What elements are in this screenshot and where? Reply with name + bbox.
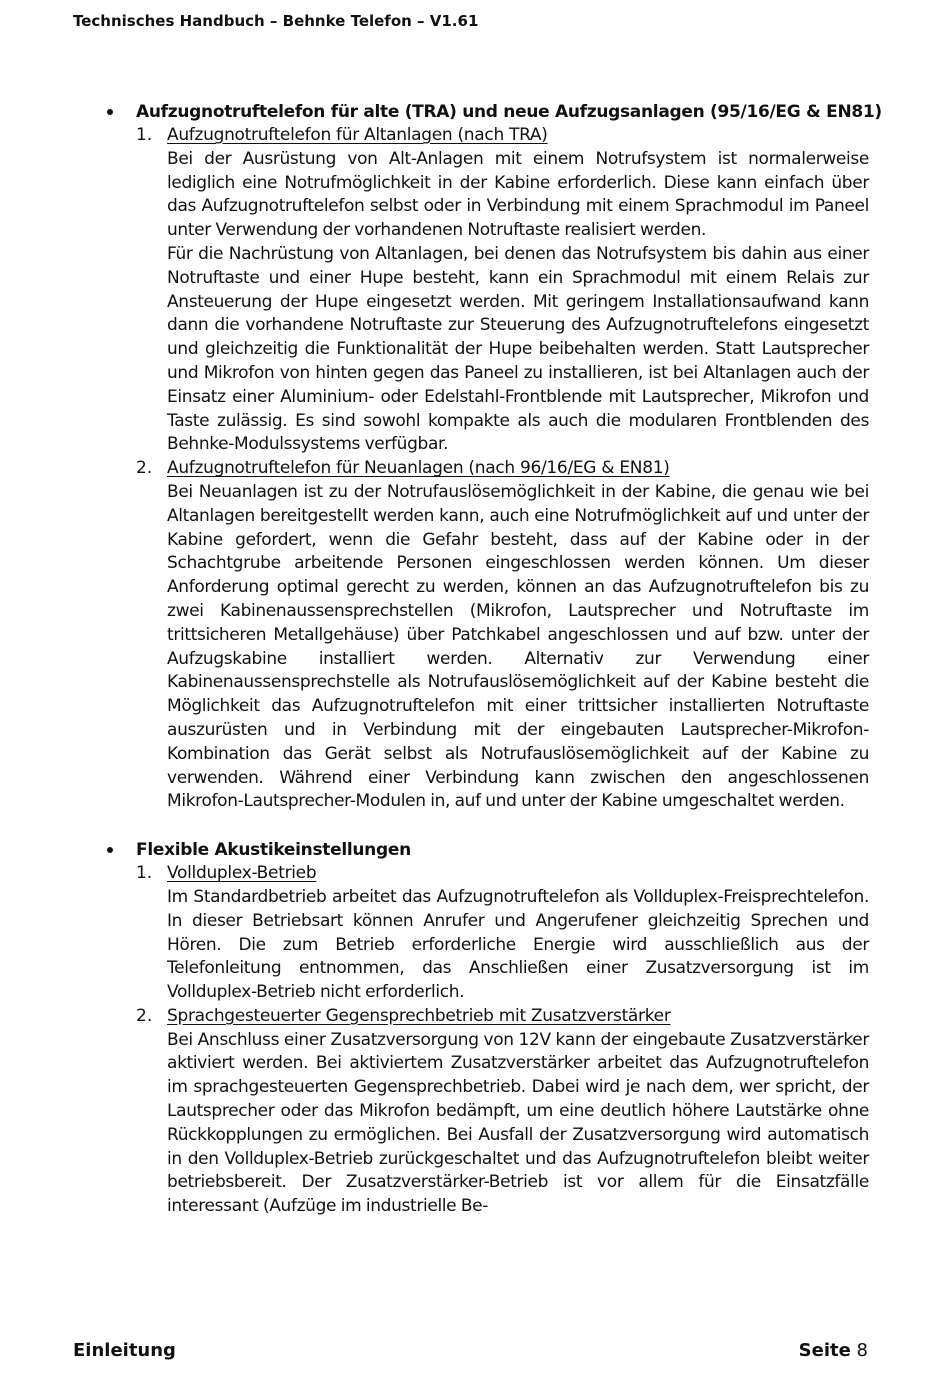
running-header: Technisches Handbuch – Behnke Telefon – V1.61 bbox=[73, 12, 479, 30]
item-subtitle: Sprachgesteuerter Gegensprechbetrieb mit Zusatzverstärker bbox=[167, 1005, 671, 1026]
item-paragraph: Bei Anschluss einer Zusatzversorgung von 12V kann der eingebaute Zusatzverstärker aktiviert werden. Bei aktiviertem Zusatzverstärker arbeitet das Aufzugnotruftelefon im sprachgesteuerten Gegensprechbetrieb. Dabei wird je nach dem, wer spricht, der Lautsprecher oder das Mikrofon bedämpft, um eine deutlich höhere Lautstärke ohne Rückkopplungen zu ermöglichen. Bei Ausfall der Zusatzversorgung wird automatisch in den Vollduplex-Betrieb zurückgeschaltet und das Aufzugnotruftelefon bleibt weiter betriebsbereit. Der Zusatzverstärker-Betrieb ist vor allem für die Einsatzfälle interessant (Aufzüge im industrielle Be- bbox=[167, 1029, 869, 1217]
item-number: 2. bbox=[136, 1005, 153, 1026]
section-tra-en81 bbox=[107, 100, 882, 814]
footer-page-number bbox=[799, 1340, 868, 1361]
item-subtitle: Aufzugnotruftelefon für Neuanlagen (nach 96/16/EG & EN81) bbox=[167, 458, 670, 479]
item-subtitle: Aufzugnotruftelefon für Altanlagen (nach TRA) bbox=[167, 125, 548, 145]
item-paragraph: Für die Nachrüstung von Altanlagen, bei denen das Notrufsystem bis dahin aus einer Notruftaste und einer Hupe besteht, kann ein Sprachmodul mit einem Relais zur Ansteuerung der Hupe eingesetzt werden. Mit geringem Installationsaufwand kann dann die vorhandene Notruftaste zur Steuerung des Aufzugnotruftelefons eingesetzt und gleichzeitig die Funktionalität der Hupe beibehalten werden. Statt Lautsprecher und Mikrofon von hinten gegen das Paneel zu installieren, ist bei Altanlagen auch der Einsatz einer Aluminium- oder Edelstahl-Frontblende mit Lautsprecher, Mikrofon und Taste zulässig. Es sind sowohl kompakte als auch die modularen Frontblenden des Behnke-Modulssystems verfügbar. bbox=[167, 243, 869, 455]
section-acoustics bbox=[107, 838, 869, 1219]
bullet-icon bbox=[107, 847, 113, 853]
list-item bbox=[107, 1005, 869, 1219]
page-content bbox=[107, 100, 882, 1243]
list-item bbox=[107, 124, 869, 457]
footer-section-name: Einleitung bbox=[73, 1340, 176, 1361]
page-label: Seite bbox=[798, 1340, 851, 1361]
list-item bbox=[107, 862, 869, 1005]
list-item bbox=[107, 457, 869, 814]
bullet-icon bbox=[107, 109, 113, 115]
item-number: 1. bbox=[136, 125, 153, 145]
item-paragraph: Bei der Ausrüstung von Alt-Anlagen mit einem Notrufsystem ist normalerweise lediglich eine Notrufmöglichkeit in der Kabine erforderlich. Diese kann einfach über das Aufzugnotruftelefon selbst oder in Verbindung mit einem Sprachmodul im Paneel unter Verwendung der vorhandenen Notruftaste realisiert werden. bbox=[167, 148, 869, 241]
item-paragraph: Bei Neuanlagen ist zu der Notrufauslösemöglichkeit in der Kabine, die genau wie bei Altanlagen bereitgestellt werden kann, auch eine Notrufmöglichkeit auf und unter der Kabine gefordert, wenn die Gefahr besteht, dass auf der Kabine oder in der Schachtgrube arbeitende Personen eingeschlossen werden können. Um dieser Anforderung optimal gerecht zu werden, können an das Aufzugnotruftelefon bis zu zwei Kabinenaussensprechstellen (Mikrofon, Lautsprecher und Notruftaste im trittsicheren Metallgehäuse) über Patchkabel angeschlossen und auf bzw. unter der Aufzugskabine installiert werden. Alternativ zur Verwendung einer Kabinenaussensprechstelle als Notrufauslösemöglichkeit auf der Kabine besteht die Möglichkeit das Aufzugnotruftelefon mit einer trittsicher installierten Notruftaste auszurüsten und in Verbindung mit der eingebauten Lautsprecher-Mikrofon-Kombination das Gerät selbst als Notrufauslösemöglichkeit auf der Kabine zu verwenden. Während einer Verbindung kann zwischen den angeschlossenen Mikrofon-Lautsprecher-Modulen in, auf und unter der Kabine umgeschaltet werden. bbox=[167, 481, 869, 812]
item-subtitle: Vollduplex-Betrieb bbox=[167, 863, 317, 884]
item-number: 1. bbox=[136, 863, 153, 884]
item-paragraph: Im Standardbetrieb arbeitet das Aufzugnotruftelefon als Vollduplex-Freisprechtelefon. In dieser Betriebsart können Anrufer und Angerufener gleichzeitig Sprechen und Hören. Die zum Betrieb erforderliche Energie wird ausschließlich aus der Telefonleitung entnommen, das Anschließen einer Zusatzversorgung ist im Vollduplex-Betrieb nicht erforderlich. bbox=[167, 886, 869, 1003]
section-heading bbox=[107, 100, 882, 124]
section-heading-text: Aufzugnotruftelefon für alte (TRA) und neue Aufzugsanlagen (95/16/EG & EN81) bbox=[136, 102, 882, 122]
page-number: 8 bbox=[856, 1340, 868, 1361]
section-heading-text: Flexible Akustikeinstellungen bbox=[136, 840, 411, 861]
item-number: 2. bbox=[136, 458, 153, 479]
section-heading bbox=[107, 838, 869, 862]
